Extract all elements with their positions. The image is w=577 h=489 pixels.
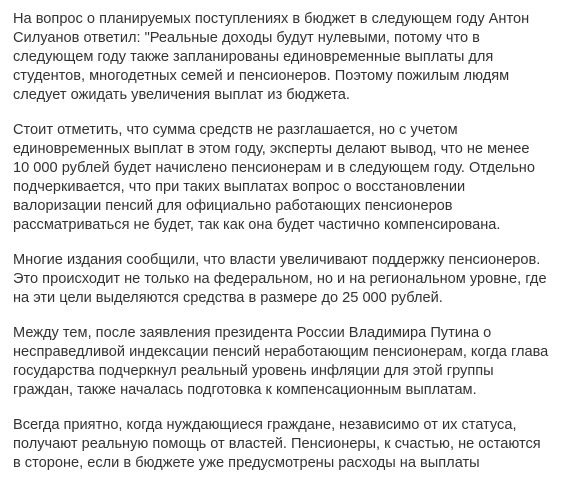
text-line: получают реальную помощь от властей. Пенсионеры, к счастью, не остаются [13,436,541,452]
text-line: Всегда приятно, когда нуждающиеся граждане, независимо от их статуса, [13,417,517,433]
paragraph-3 [13,251,565,308]
text-line: государства подчеркнул реальный уровень инфляции для этой группы [13,363,494,379]
text-line: в стороне, если в бюджете уже предусмотрены расходы на выплаты [13,455,480,471]
text-line: 10 000 рублей будет начислено пенсионерам и в следующем году. Отдельно [13,160,535,176]
paragraph-5 [13,416,565,473]
text-line: валоризации пенсий для официально работающих пенсионеров [13,198,453,214]
text-line: единовременных выплат в этом году, эксперты делают вывод, что не менее [13,141,530,157]
text-line: Это происходит не только на федеральном, но и на региональном уровне, где [13,271,547,287]
paragraph-4 [13,324,565,400]
text-line: студентов, многодетных семей и пенсионеров. Поэтому пожилым людям [13,68,510,84]
text-line: на эти цели выделяются средства в размере до 25 000 рублей. [13,290,443,306]
text-line: Многие издания сообщили, что власти увеличивают поддержку пенсионеров. [13,252,541,268]
text-line: следующем году также запланированы единовременные выплаты для [13,49,494,65]
text-line: граждан, также началась подготовка к компенсационным выплатам. [13,382,477,398]
text-line: следует ожидать увеличения выплат из бюджета. [13,87,350,103]
paragraph-2 [13,121,565,235]
paragraph-1 [13,10,565,105]
text-line: Между тем, после заявления президента России Владимира Путина о [13,325,492,341]
text-line: На вопрос о планируемых поступлениях в бюджет в следующем году Антон [13,11,530,27]
text-line: рассматриваться не будет, так как она будет частично компенсирована. [13,217,501,233]
text-line: Силуанов ответил: "Реальные доходы будут нулевыми, потому что в [13,30,480,46]
article-body [13,10,565,489]
text-line: несправедливой индексации пенсий неработающим пенсионерам, когда глава [13,344,549,360]
text-line: Стоит отметить, что сумма средств не разглашается, но с учетом [13,122,458,138]
text-line: подчеркивается, что при таких выплатах вопрос о восстановлении [13,179,466,195]
